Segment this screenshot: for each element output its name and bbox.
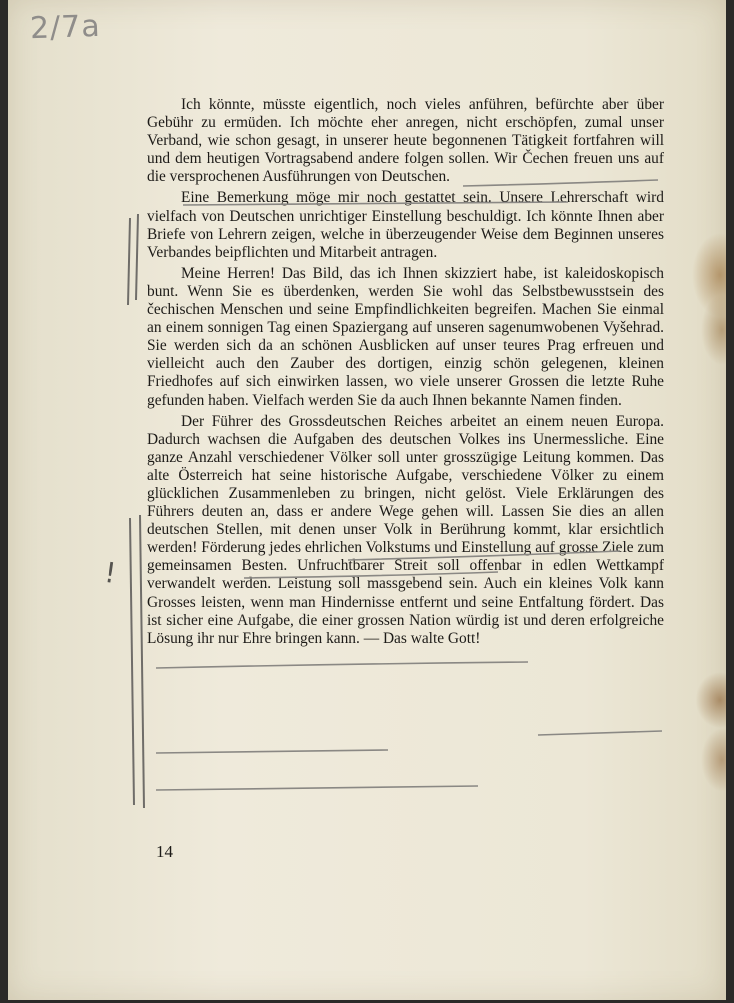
margin-bar-4: [140, 515, 144, 808]
paragraph-2: Eine Bemerkung möge mir noch gestattet sein. Unsere Lehrerschaft wird vielfach von Deutschen unrichtiger Einstellung beschuldigt. Ich könnte Ihnen aber Briefe von Lehrern zeigen, welche in überzeugender Weise dem Beginnen unseres Verbandes beipflichten und Mitarbeit antragen.: [147, 189, 664, 261]
pencil-annotations: [8, 0, 726, 1000]
margin-bar-1: [128, 218, 130, 305]
underline-8: [156, 786, 478, 790]
document-page: [8, 0, 726, 1000]
underline-5: [156, 662, 528, 668]
underline-2: [183, 202, 568, 205]
underline-3: [348, 551, 620, 560]
underline-4: [244, 572, 498, 578]
underline-1: [463, 180, 658, 186]
underline-7: [156, 750, 388, 753]
paragraph-1: Ich könnte, müsste eigentlich, noch vieles anführen, befürchte aber über Gebühr zu ermüden. Ich möchte eher anregen, nicht erschöpfen, zumal unser Verband, wie schon gesagt, in unserer heute begonnenen Tätigkeit fortfahren will und dem heutigen Vortragsabend andere folgen sollen. Wir Čechen freuen uns auf die versprochenen Ausführungen von Deutschen.: [147, 96, 664, 186]
page-number: 14: [156, 842, 173, 861]
underline-6: [538, 731, 662, 735]
margin-exclamation-mark: !: [102, 555, 119, 590]
paragraph-4: Der Führer des Grossdeutschen Reiches arbeitet an einem neuen Europa. Dadurch wachsen die Aufgaben des deutschen Volkes ins Unermessliche. Eine ganze Anzahl verschiedener Völker soll unter grosszügige Leitung kommen. Das alte Österreich hat seine historische Aufgabe, verschiedene Völker zu einem glücklichen Zusammenleben zu bringen, nicht gelöst. Viele Erklärungen des Führers deuten an, dass er andere Wege gehen will. Lassen Sie dies an allen deutschen Stellen, mit denen unser Volk in Berührung kommt, klar ersichtlich werden! Förderung jedes ehrlichen Volkstums und Einstellung auf grosse Ziele zum gemeinsamen Besten. Unfruchtbarer Streit soll offenbar in edlen Wettkampf verwandelt werden. Leistung soll massgebend sein. Auch ein kleines Volk kann Grosses leisten, wenn man Hindernisse entfernt und seine Entfaltung fördert. Das ist sicher eine Aufgabe, die einer grossen Nation würdig ist und deren erfolgreiche Lösung ihr nur Ehre bringen kann. — Das walte Gott!: [147, 412, 664, 647]
paragraph-3: Meine Herren! Das Bild, das ich Ihnen skizziert habe, ist kaleidoskopisch bunt. Wenn Sie es überdenken, werden Sie wohl das Selbstbewusstsein des čechischen Menschen und seine Empfindlichkeiten begreifen. Machen Sie einmal an einem sonnigen Tag einen Spaziergang auf unseren sagenumwobenen Vyšehrad. Sie werden sich da an schönen Ausblicken auf unser teures Prag erfreuen und vielleicht auch den Zauber des dortigen, einzig schön gelegenen, kleinen Friedhofes auf sich einwirken lassen, wo viele unserer Grossen die letzte Ruhe gefunden haben. Vielfach werden Sie da auch Ihnen bekannte Namen finden.: [147, 264, 664, 409]
handwritten-page-note: 2/7a: [29, 8, 102, 47]
margin-bar-2: [136, 214, 138, 300]
margin-bar-3: [130, 518, 134, 805]
